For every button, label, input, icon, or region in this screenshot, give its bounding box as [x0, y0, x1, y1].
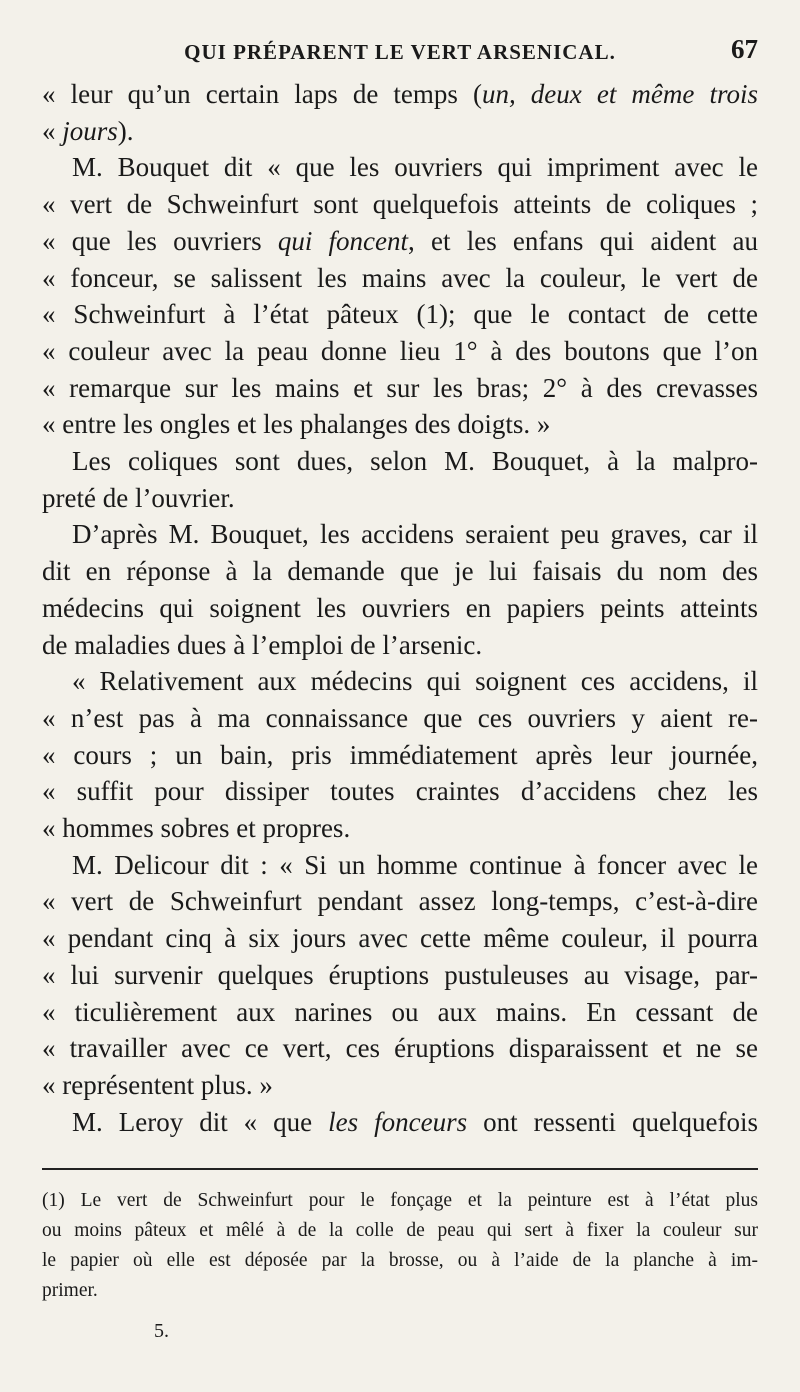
footnote-line: le papier où elle est déposée par la brosse, ou à l’aide de la planche à im-	[42, 1250, 758, 1272]
footnote-rule	[42, 1168, 758, 1170]
text-segment: « hommes sobres et propres.	[42, 813, 351, 844]
text-line	[42, 627, 758, 664]
text-line	[42, 370, 758, 407]
text-segment: « leur qu’un certain laps de temps (	[42, 79, 482, 109]
text-segment: « ticulièrement aux narines ou aux mains. En cessant de	[42, 996, 758, 1027]
text-segment: « cours ; un bain, pris immédiatement après leur journée,	[42, 739, 758, 770]
text-line	[42, 553, 758, 590]
text-line	[42, 186, 758, 223]
text-segment: « suffit pour dissiper toutes craintes d’accidens chez les	[42, 776, 758, 807]
text-segment: de maladies dues à l’emploi de l’arsenic.	[42, 629, 483, 660]
text-segment: « fonceur, se salissent les mains avec la couleur, le vert de	[42, 262, 758, 293]
italic-segment: qui foncent	[277, 225, 409, 256]
text-segment: « représentent plus. »	[42, 1069, 273, 1100]
text-segment: « travailler avec ce vert, ces éruptions disparaissent et ne se	[42, 1033, 758, 1064]
text-line	[42, 1104, 758, 1141]
text-line	[42, 443, 758, 480]
text-line	[42, 406, 758, 443]
italic-segment: un, deux et même trois	[481, 79, 758, 109]
text-segment: « vert de Schweinfurt pendant assez long-temps, c’est-à-dire	[42, 886, 758, 917]
text-line	[42, 994, 758, 1031]
text-segment: « couleur avec la peau donne lieu 1° à des boutons que l’on	[42, 335, 758, 366]
text-line	[42, 920, 758, 957]
text-line	[42, 883, 758, 920]
text-segment: Les coliques sont dues, selon M. Bouquet, à la malpro-	[72, 446, 758, 477]
text-line	[42, 847, 758, 884]
text-line	[42, 333, 758, 370]
text-segment: «	[42, 115, 63, 146]
running-title: QUI PRÉPARENT LE VERT ARSENICAL.	[184, 40, 616, 64]
text-line	[42, 480, 758, 517]
text-line	[42, 149, 758, 186]
footnote-line: (1) Le vert de Schweinfurt pour le fonçage et la peinture est à l’état plus	[42, 1190, 758, 1212]
text-line	[42, 737, 758, 774]
text-line	[42, 76, 758, 113]
text-line	[42, 1067, 758, 1104]
text-line	[42, 663, 758, 700]
italic-segment: les fonceurs	[328, 1106, 468, 1137]
text-segment: « Schweinfurt à l’état pâteux (1); que le contact de cette	[42, 299, 758, 330]
text-segment: D’après M. Bouquet, les accidens seraient peu graves, car il	[72, 519, 758, 550]
text-segment: « vert de Schweinfurt sont quelquefois atteints de coliques ;	[42, 189, 758, 220]
text-segment: , et les enfans qui aident au	[408, 225, 758, 256]
text-line	[42, 1030, 758, 1067]
text-segment: preté de l’ouvrier.	[42, 482, 235, 513]
text-segment: « entre les ongles et les phalanges des doigts. »	[42, 409, 551, 440]
text-segment: dit en réponse à la demande que je lui faisais du nom des	[42, 556, 758, 587]
page-number: 67	[731, 34, 758, 64]
text-segment: « pendant cinq à six jours avec cette même couleur, il pourra	[42, 923, 758, 954]
text-segment: M. Bouquet dit « que les ouvriers qui impriment avec le	[72, 152, 758, 183]
signature-mark: 5.	[154, 1320, 169, 1343]
text-line	[42, 810, 758, 847]
text-line	[42, 700, 758, 737]
text-line	[42, 590, 758, 627]
text-segment: M. Delicour dit : « Si un homme continue à foncer avec le	[72, 849, 758, 880]
text-segment: médecins qui soignent les ouvriers en papiers peints atteints	[42, 592, 758, 623]
text-segment: « lui survenir quelques éruptions pustuleuses au visage, par-	[42, 959, 758, 990]
footnote-line: ou moins pâteux et mêlé à de la colle de peau qui sert à fixer la couleur sur	[42, 1220, 758, 1242]
text-line	[42, 516, 758, 553]
text-line	[42, 113, 758, 150]
italic-segment: jours	[62, 115, 118, 146]
body-text	[42, 76, 758, 1140]
text-line	[42, 223, 758, 260]
text-segment: M. Leroy dit « que	[72, 1106, 329, 1137]
text-segment: « n’est pas à ma connaissance que ces ouvriers y aient re-	[42, 702, 758, 733]
text-segment: « Relativement aux médecins qui soignent ces accidens, il	[72, 666, 758, 697]
text-line	[42, 957, 758, 994]
text-segment: « que les ouvriers	[42, 225, 278, 256]
text-line	[42, 773, 758, 810]
footnote	[42, 1186, 758, 1306]
text-segment: ont ressenti quelquefois	[467, 1106, 759, 1137]
text-line	[42, 296, 758, 333]
footnote-line: primer.	[42, 1280, 98, 1302]
text-segment: « remarque sur les mains et sur les bras; 2° à des crevasses	[42, 372, 758, 403]
running-header	[42, 30, 758, 76]
text-segment: ).	[117, 115, 134, 146]
text-line	[42, 260, 758, 297]
